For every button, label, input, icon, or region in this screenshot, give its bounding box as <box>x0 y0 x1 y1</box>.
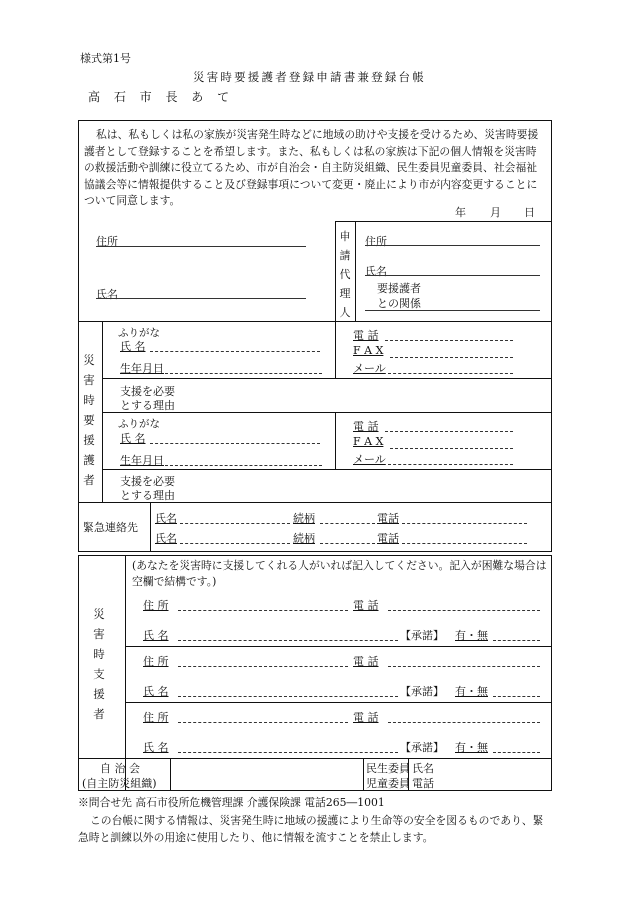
assoc-label-2: (自主防災組織) <box>82 777 157 790</box>
supporter3-consent-label: 【承諾】 <box>400 741 444 754</box>
supporters-frame <box>78 555 552 791</box>
supporter2-phone-label: 電 話 <box>353 655 379 668</box>
consent-text: 私は、私もしくは私の家族が災害発生時などに地域の助けや支援を受けるため、災害時要援護者として登録することを希望します。また、私もしくは私の家族は下記の個人情報を災害時の救援活動や訓練に役立てるため、市が自治会・自主防災組織、民生委員児童委員、社会福祉協議会等に情報提供すること及び登録事項について変更・廃止により市が内容変更することについて同意します。 <box>84 128 539 207</box>
supporter3-consent-choice[interactable]: 有・無 <box>455 741 488 754</box>
person1-email-label: メール <box>353 362 386 375</box>
person2-furigana-label: ふりがな <box>118 418 160 430</box>
person1-furigana-label: ふりがな <box>118 327 160 339</box>
person2-phone-field[interactable] <box>385 431 513 432</box>
person1-fax-field[interactable] <box>390 357 513 358</box>
contact-line: ※問合せ先 高石市役所危機管理課 介護保険課 電話265―1001 <box>78 796 385 809</box>
welfare-label-1: 民生委員 <box>366 762 410 775</box>
privacy-notice: この台帳に関する情報は、災害発生時に地域の援護により生命等の安全を図るものであり、緊急時と訓練以外の用途に使用したり、他に情報を流すことを禁止します。 <box>78 814 544 844</box>
supporter1-phone-field[interactable] <box>388 610 540 611</box>
supporter2-address-field[interactable] <box>178 666 348 667</box>
proxy-address-field[interactable] <box>365 245 540 246</box>
supporter3-name-label: 氏 名 <box>143 741 169 754</box>
welfare-label-2: 児童委員 <box>366 777 410 790</box>
person2-name-field[interactable] <box>150 443 320 444</box>
supporter2-address-label: 住 所 <box>143 655 169 668</box>
supporter3-address-field[interactable] <box>178 722 348 723</box>
supporter1-phone-label: 電 話 <box>353 599 379 612</box>
emergency2-relation-field[interactable] <box>320 543 375 544</box>
person1-name-field[interactable] <box>150 351 320 352</box>
supporter2-name-field[interactable] <box>178 696 398 697</box>
person1-phone-label: 電 話 <box>353 329 379 342</box>
emergency2-name-field[interactable] <box>180 543 290 544</box>
person1-birthdate-label: 生年月日 <box>120 362 164 375</box>
applicant-name-label: 氏名 <box>96 288 118 301</box>
person2-birthdate-label: 生年月日 <box>120 454 164 467</box>
emergency1-name-field[interactable] <box>180 523 290 524</box>
form-number: 様式第1号 <box>80 52 131 65</box>
supporter1-consent-choice[interactable]: 有・無 <box>455 629 488 642</box>
person1-name-label: 氏 名 <box>120 340 146 353</box>
proxy-name-field[interactable] <box>365 275 540 276</box>
emergency1-name-label: 氏名 <box>155 512 177 525</box>
date-month-label: 月 <box>490 206 501 219</box>
person1-reason-label-1: 支援を必要 <box>120 385 175 398</box>
relation-label-2: との関係 <box>377 297 421 310</box>
emergency1-phone-field[interactable] <box>402 523 527 524</box>
person1-phone-field[interactable] <box>385 340 513 341</box>
supporter1-address-field[interactable] <box>178 610 348 611</box>
person2-fax-field[interactable] <box>390 448 513 449</box>
person2-reason-label-1: 支援を必要 <box>120 475 175 488</box>
emergency1-relation-field[interactable] <box>320 523 375 524</box>
welfare-phone-label: 電話 <box>412 777 434 790</box>
supporter2-name-label: 氏 名 <box>143 685 169 698</box>
supporter2-phone-field[interactable] <box>388 666 540 667</box>
supporter2-consent-label: 【承諾】 <box>400 685 444 698</box>
welfare-name-label: 氏名 <box>412 762 434 775</box>
date-day-label: 日 <box>524 206 535 219</box>
applicant-address-label: 住所 <box>96 235 118 248</box>
person2-name-label: 氏 名 <box>120 432 146 445</box>
proxy-address-label: 住所 <box>365 235 387 248</box>
supporters-section-title: 災害時支援者 <box>93 607 105 721</box>
applicant-name-field[interactable] <box>96 298 306 299</box>
person2-fax-label: F A X <box>353 435 384 448</box>
person1-fax-label: F A X <box>353 344 384 357</box>
emergency2-name-label: 氏名 <box>155 532 177 545</box>
supporter1-name-field[interactable] <box>178 640 398 641</box>
addressee: 高 石 市 長 あ て <box>88 90 235 104</box>
form-title: 災害時要援護者登録申請書兼登録台帳 <box>193 70 426 84</box>
supporter2-consent-choice[interactable]: 有・無 <box>455 685 488 698</box>
applicant-address-field[interactable] <box>96 246 306 247</box>
person2-reason-label-2: とする理由 <box>120 489 175 502</box>
relation-field[interactable] <box>365 310 540 311</box>
emergency2-relation-label: 続柄 <box>293 532 315 545</box>
emergency2-phone-label: 電話 <box>377 532 399 545</box>
proxy-name-label: 氏名 <box>365 265 387 278</box>
emergency1-phone-label: 電話 <box>377 512 399 525</box>
relation-label-1: 要援護者 <box>377 282 421 295</box>
person1-reason-label-2: とする理由 <box>120 399 175 412</box>
supporter1-consent-label: 【承諾】 <box>400 629 444 642</box>
person-section-title: 災害時要援護者 <box>83 353 95 487</box>
proxy-title: 申請代理人 <box>339 230 351 319</box>
person2-birthdate-field[interactable] <box>165 465 322 466</box>
supporter3-name-field[interactable] <box>178 752 398 753</box>
person2-email-field[interactable] <box>388 464 513 465</box>
emergency-title: 緊急連絡先 <box>83 521 138 534</box>
supporter1-name-label: 氏 名 <box>143 629 169 642</box>
emergency2-phone-field[interactable] <box>402 543 527 544</box>
date-year-label: 年 <box>455 206 466 219</box>
supporter3-address-label: 住 所 <box>143 711 169 724</box>
supporter1-address-label: 住 所 <box>143 599 169 612</box>
assoc-label-1: 自 治 会 <box>100 762 140 775</box>
supporters-note: (あなたを災害時に支援してくれる人がいれば記入してください。記入が困難な場合は空欄で結構です。) <box>132 559 547 588</box>
person1-email-field[interactable] <box>388 373 513 374</box>
supporter3-phone-label: 電 話 <box>353 711 379 724</box>
person2-email-label: メール <box>353 453 386 466</box>
person1-birthdate-field[interactable] <box>165 373 322 374</box>
emergency1-relation-label: 続柄 <box>293 512 315 525</box>
assoc-field[interactable] <box>172 760 361 789</box>
supporter3-phone-field[interactable] <box>388 722 540 723</box>
person2-phone-label: 電 話 <box>353 420 379 433</box>
